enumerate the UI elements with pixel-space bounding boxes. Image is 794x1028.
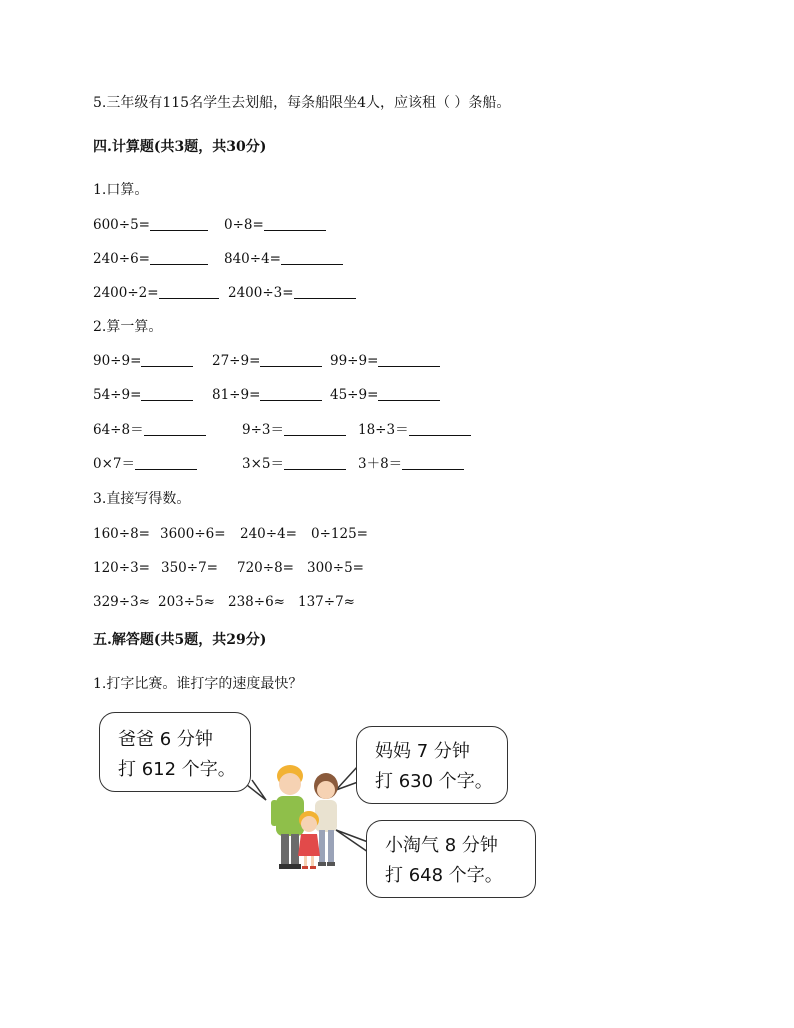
q3-r1-c: 240÷4= — [240, 526, 297, 542]
section-5-title: 五.解答题(共5题，共29分) — [93, 632, 267, 648]
mom-line-1: 妈妈 7 分钟 — [375, 741, 470, 762]
q3-r2-a: 120÷3= — [93, 560, 150, 576]
q2-r4-b: 3×5＝ — [242, 455, 346, 473]
q1-row3-b: 2400÷3= — [228, 284, 356, 302]
q1-row1-a: 600÷5= — [93, 216, 208, 234]
q2-r1-b: 27÷9= — [212, 352, 322, 370]
q2-r3-a: 64÷8＝ — [93, 421, 206, 439]
q2-r3-c: 18÷3＝ — [358, 421, 471, 439]
q2-r3-b: 9÷3＝ — [242, 421, 346, 439]
q2-r1-a: 90÷9= — [93, 352, 193, 370]
q1-row2-a: 240÷6= — [93, 250, 208, 268]
q3-r1-d: 0÷125= — [311, 526, 368, 542]
q2-r2-b: 81÷9= — [212, 386, 322, 404]
q3-r3-b: 203÷5≈ — [158, 594, 215, 610]
q2-title: 2.算一算。 — [93, 319, 163, 335]
question-5: 5.三年级有115名学生去划船，每条船限坐4人，应该租（ ）条船。 — [93, 95, 511, 111]
q3-r3-a: 329÷3≈ — [93, 594, 150, 610]
q3-title: 3.直接写得数。 — [93, 491, 191, 507]
q3-r3-c: 238÷6≈ — [228, 594, 285, 610]
q3-r1-a: 160÷8= — [93, 526, 150, 542]
kid-figure — [298, 811, 320, 869]
kid-line-2: 打 648 个字。 — [385, 865, 503, 886]
q2-r4-c: 3＋8＝ — [358, 455, 464, 473]
s5-q1-title: 1.打字比赛。谁打字的速度最快？ — [93, 676, 303, 692]
kid-speech-bubble — [366, 820, 536, 898]
section-4-title: 四.计算题(共3题，共30分) — [93, 139, 267, 155]
dad-speech-bubble — [99, 712, 251, 792]
family-illustration — [268, 762, 348, 872]
kid-line-1: 小淘气 8 分钟 — [385, 835, 498, 856]
mom-line-2: 打 630 个字。 — [375, 771, 493, 792]
q3-r3-d: 137÷7≈ — [298, 594, 355, 610]
dad-line-2: 打 612 个字。 — [118, 759, 236, 780]
q3-r2-d: 300÷5= — [307, 560, 364, 576]
q2-r1-c: 99÷9= — [330, 352, 440, 370]
q2-r4-a: 0×7＝ — [93, 455, 197, 473]
q3-r1-b: 3600÷6= — [160, 526, 226, 542]
q3-r2-b: 350÷7= — [161, 560, 218, 576]
q3-r2-c: 720÷8= — [237, 560, 294, 576]
q1-row1-b: 0÷8= — [224, 216, 326, 234]
q2-r2-c: 45÷9= — [330, 386, 440, 404]
mom-speech-bubble — [356, 726, 508, 804]
q1-row2-b: 840÷4= — [224, 250, 343, 268]
q1-title: 1.口算。 — [93, 182, 149, 198]
dad-line-1: 爸爸 6 分钟 — [118, 729, 213, 750]
q2-r2-a: 54÷9= — [93, 386, 193, 404]
q1-row3-a: 2400÷2= — [93, 284, 219, 302]
